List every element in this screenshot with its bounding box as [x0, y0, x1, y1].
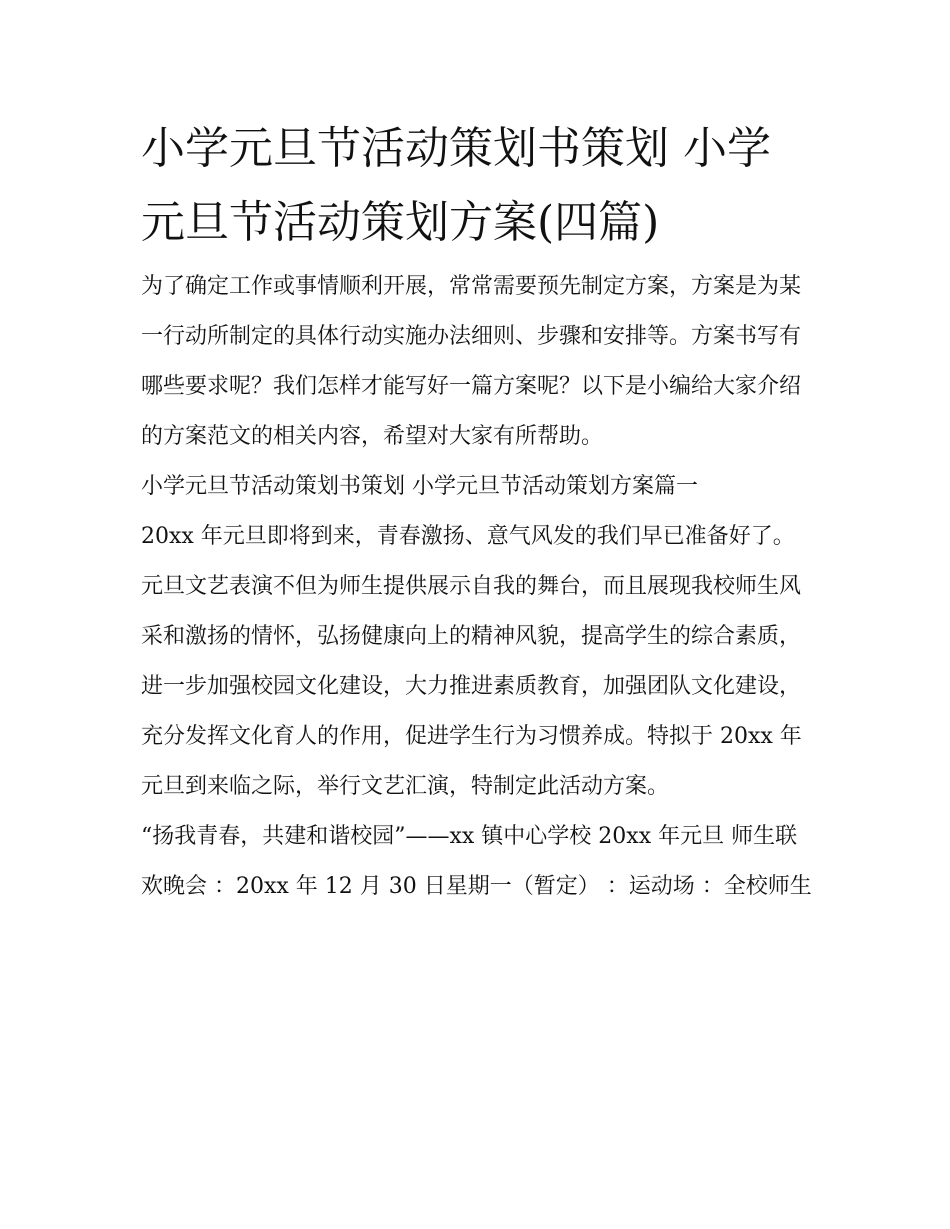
event-info-paragraph: “扬我青春，共建和谐校园”——xx 镇中心学校 20xx 年元旦 师生联欢晚会 ：20xx 年 12 月 30 日星期一（暂定） ：运动场 ：全校师生: [141, 824, 812, 899]
body-paragraph: 20xx 年元旦即将到来，青春激扬、意气风发的我们早已准备好了。元旦文艺表演不但为师生提供展示自我的舞台，而且展现我校师生风采和激扬的情怀，弘扬健康向上的精神风貌，提高学生的综合素质，进一步加强校园文化建设，大力推进素质教育，加强团队文化建设，充分发挥文化育人的作用，促进学生行为习惯养成。特拟于 20xx 年元旦到来临之际，举行文艺汇演，特制定此活动方案。: [141, 524, 802, 799]
section-heading: 小学元旦节活动策划书策划 小学元旦节活动策划方案篇一: [141, 474, 698, 499]
intro-paragraph: 为了确定工作或事情顺利开展，常常需要预先制定方案，方案是为某一行动所制定的具体行动实施办法细则、步骤和安排等。方案书写有哪些要求呢？我们怎样才能写好一篇方案呢？以下是小编给大家介绍的方案范文的相关内容，希望对大家有所帮助。: [141, 274, 802, 449]
document-title: 小学元旦节活动策划书策划 小学元旦节活动策划方案(四篇): [141, 123, 771, 248]
document-body: [141, 112, 813, 912]
